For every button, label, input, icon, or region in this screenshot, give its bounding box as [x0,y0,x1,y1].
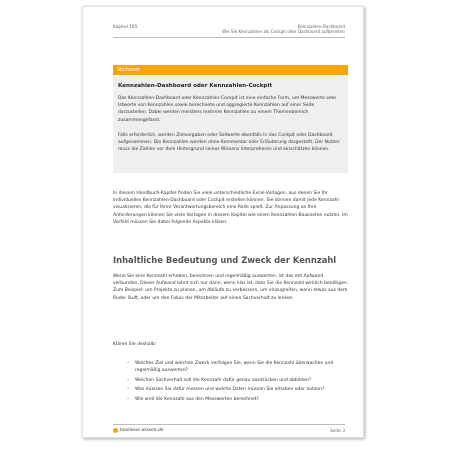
document-page [82,6,364,438]
intro-paragraph: In diesem Handbuch-Kapitel finden Sie viele unterschiedliche Excel-Vorlagen, aus denen Sie Ihr individuelles Kennzahlen-Dashboard oder Cockpit erstellen können. Sie können damit jede Kennzahl visualisieren, die für Ihren Verantwortungsbereich eine Rolle spielt. Zur Anpassung an Ihre Anforderungen können Sie viele Vorlagen in diesem Kapitel wie einen Kennzahlen-Baukasten nutzen. Im Vorfeld müssen Sie dabei folgende Aspekte klären. [113,191,348,225]
keyword-box [113,65,348,173]
list-item: – Welches Ziel und welchen Zweck verfolgen Sie, wenn Sie die Kennzahl überwachen und regelmäßig auswerten? [127,360,349,374]
list-item: – Wie wird die Kennzahl aus den Messwerten berechnet? [127,396,349,403]
logo-dot-icon [113,428,118,433]
header-right [222,24,345,34]
keyword-tag: Stichwort [113,65,348,75]
keyword-title: Kennzahlen-Dashboard oder Kennzahlen-Cockpit [118,83,273,89]
section-lead: Klären Sie deshalb: [113,342,157,347]
header-chapter: Kapitel 185 [113,25,138,30]
footer-divider [113,424,345,425]
list-item: – Was müssen Sie dafür messen und welche Daten müssen Sie erheben oder nutzen? [127,386,349,393]
section-heading: Inhaltliche Bedeutung und Zweck der Kennzahl [113,255,337,265]
question-list [127,360,349,405]
footer-logo [113,428,164,433]
keyword-paragraph-1: Das Kennzahlen-Dashboard oder Kennzahlen-Cockpit ist eine einfache Form, um Messwerte oder Istwerte von Kennzahlen sowie berechnete und aggregierte Kennzahlen auf einer Seite darzustellen. Dabei werden meistens mehrere Kennzahlen zu einem Themenbereich zusammengefasst. [118,96,337,123]
logo-text: business-wissen.de [120,428,164,433]
header-divider [113,37,345,38]
page-number: Seite 3 [330,429,345,434]
header-section: Kennzahlen-Dashboard [297,24,345,29]
section-paragraph: Wenn Sie eine Kennzahl erheben, berechnen und regelmäßig auswerten, ist das mit Aufwand verbunden. Dieser Aufwand lohnt sich nur dann, wenn klar ist, dass Sie die Kennzahl wirklich benötigen. Zum Beispiel: um Projekte zu planen, um Abläufe zu verbessern, um einzugreifen, wenn etwas aus dem Ruder läuft, oder um den Fokus der Mitarbeiter auf einen Sachverhalt zu lenken. [113,274,349,301]
list-item: – Welchen Sachverhalt soll die Kennzahl dafür genau ausdrücken und abbilden? [127,377,349,384]
header-subtitle: Wie Sie Kennzahlen als Cockpit oder Dashboard aufbereiten [222,29,345,34]
keyword-paragraph-2: Falls erforderlich, werden Zielvorgaben oder Sollwerte ebenfalls in das Cockpit oder Dashboard aufgenommen. Die Kennzahlen werden ohne Kommentar oder Erläuterung dargestellt. Der Nutzer muss die Zahlen vor dem Hintergrund seines Wissens interpretieren und einschätzen können. [118,133,340,153]
